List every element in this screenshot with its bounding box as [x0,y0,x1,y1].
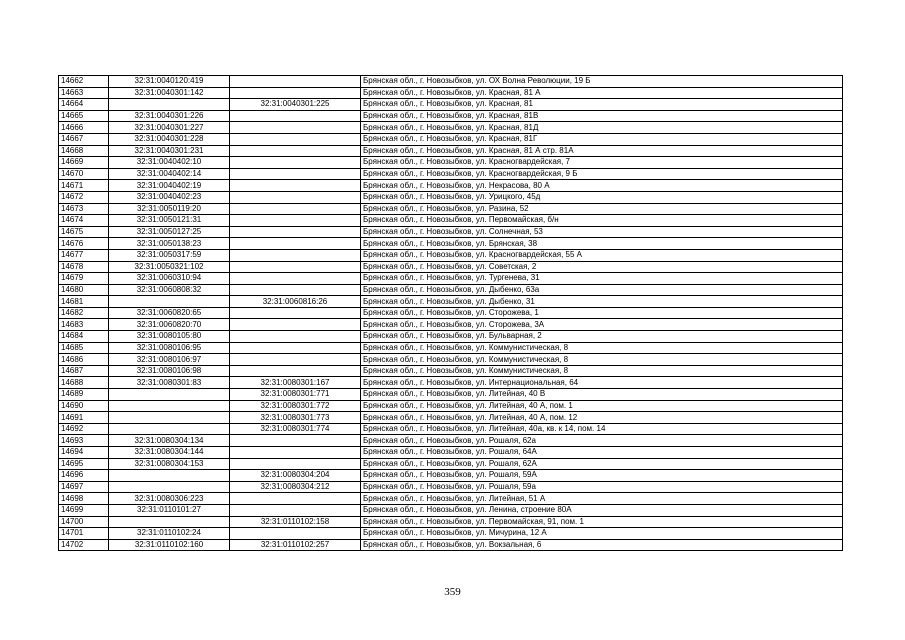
table-row [59,377,843,389]
address-cell: Брянская обл., г. Новозыбков, ул. Рошаля, 62А [361,458,843,470]
land-cadastral-number-cell: 32:31:0040301:142 [109,87,230,99]
row-number-cell: 14662 [59,76,109,88]
building-cadastral-number-cell [230,435,361,447]
land-cadastral-number-cell: 32:31:0040402:10 [109,157,230,169]
row-number-cell: 14691 [59,412,109,424]
table-row [59,389,843,401]
row-number-cell: 14697 [59,481,109,493]
row-number-cell: 14692 [59,423,109,435]
land-cadastral-number-cell [109,470,230,482]
address-cell: Брянская обл., г. Новозыбков, ул. Разина, 52 [361,203,843,215]
address-cell: Брянская обл., г. Новозыбков, ул. Литейная, 51 А [361,493,843,505]
table-row [59,296,843,308]
registry-table [58,75,843,551]
land-cadastral-number-cell: 32:31:0050321:102 [109,261,230,273]
table-row [59,458,843,470]
land-cadastral-number-cell: 32:31:0040301:231 [109,145,230,157]
table-row [59,122,843,134]
building-cadastral-number-cell [230,145,361,157]
table-row [59,504,843,516]
building-cadastral-number-cell [230,203,361,215]
table-row [59,76,843,88]
row-number-cell: 14686 [59,354,109,366]
address-cell: Брянская обл., г. Новозыбков, ул. Ленина, строение 80А [361,504,843,516]
land-cadastral-number-cell: 32:31:0110102:160 [109,539,230,551]
row-number-cell: 14664 [59,99,109,111]
table-row [59,435,843,447]
building-cadastral-number-cell [230,331,361,343]
land-cadastral-number-cell: 32:31:0040402:23 [109,191,230,203]
table-row [59,110,843,122]
building-cadastral-number-cell: 32:31:0080301:167 [230,377,361,389]
address-cell: Брянская обл., г. Новозыбков, ул. Красная, 81Д [361,122,843,134]
row-number-cell: 14698 [59,493,109,505]
land-cadastral-number-cell: 32:31:0110101:27 [109,504,230,516]
address-cell: Брянская обл., г. Новозыбков, ул. Красногвардейская, 9 Б [361,168,843,180]
row-number-cell: 14669 [59,157,109,169]
address-cell: Брянская обл., г. Новозыбков, ул. Рошаля, 62а [361,435,843,447]
land-cadastral-number-cell: 32:31:0060820:65 [109,307,230,319]
building-cadastral-number-cell [230,110,361,122]
row-number-cell: 14696 [59,470,109,482]
building-cadastral-number-cell [230,319,361,331]
table-row [59,215,843,227]
building-cadastral-number-cell: 32:31:0040301:225 [230,99,361,111]
land-cadastral-number-cell: 32:31:0040301:227 [109,122,230,134]
land-cadastral-number-cell: 32:31:0040301:226 [109,110,230,122]
row-number-cell: 14687 [59,365,109,377]
land-cadastral-number-cell [109,412,230,424]
building-cadastral-number-cell [230,307,361,319]
building-cadastral-number-cell [230,261,361,273]
building-cadastral-number-cell: 32:31:0080301:773 [230,412,361,424]
address-cell: Брянская обл., г. Новозыбков, ул. Бульварная, 2 [361,331,843,343]
land-cadastral-number-cell [109,99,230,111]
row-number-cell: 14684 [59,331,109,343]
table-row [59,412,843,424]
row-number-cell: 14689 [59,389,109,401]
table-row [59,249,843,261]
address-cell: Брянская обл., г. Новозыбков, ул. Красная, 81В [361,110,843,122]
row-number-cell: 14665 [59,110,109,122]
table-row [59,284,843,296]
land-cadastral-number-cell: 32:31:0040402:14 [109,168,230,180]
row-number-cell: 14702 [59,539,109,551]
row-number-cell: 14675 [59,226,109,238]
table-row [59,238,843,250]
building-cadastral-number-cell: 32:31:0080304:212 [230,481,361,493]
land-cadastral-number-cell: 32:31:0080106:95 [109,342,230,354]
land-cadastral-number-cell: 32:31:0050121:31 [109,215,230,227]
row-number-cell: 14673 [59,203,109,215]
table-row [59,319,843,331]
land-cadastral-number-cell: 32:31:0110102:24 [109,528,230,540]
table-row [59,528,843,540]
table-row [59,307,843,319]
building-cadastral-number-cell: 32:31:0080301:774 [230,423,361,435]
row-number-cell: 14681 [59,296,109,308]
row-number-cell: 14700 [59,516,109,528]
address-cell: Брянская обл., г. Новозыбков, ул. Красная, 81 [361,99,843,111]
row-number-cell: 14685 [59,342,109,354]
land-cadastral-number-cell: 32:31:0050127:25 [109,226,230,238]
address-cell: Брянская обл., г. Новозыбков, ул. Сторожева, 1 [361,307,843,319]
building-cadastral-number-cell [230,447,361,459]
building-cadastral-number-cell [230,168,361,180]
table-row [59,273,843,285]
table-row [59,261,843,273]
page-number: 359 [444,586,461,598]
building-cadastral-number-cell [230,458,361,470]
building-cadastral-number-cell [230,226,361,238]
address-cell: Брянская обл., г. Новозыбков, ул. Солнечная, 53 [361,226,843,238]
table-row [59,516,843,528]
land-cadastral-number-cell: 32:31:0080306:223 [109,493,230,505]
row-number-cell: 14676 [59,238,109,250]
row-number-cell: 14693 [59,435,109,447]
address-cell: Брянская обл., г. Новозыбков, ул. Красногвардейская, 55 А [361,249,843,261]
address-cell: Брянская обл., г. Новозыбков, ул. Красногвардейская, 7 [361,157,843,169]
row-number-cell: 14666 [59,122,109,134]
building-cadastral-number-cell [230,122,361,134]
table-row [59,493,843,505]
registry-table-body [59,76,843,551]
address-cell: Брянская обл., г. Новозыбков, ул. Красная, 81 А стр. 81А [361,145,843,157]
table-row [59,331,843,343]
building-cadastral-number-cell: 32:31:0080304:204 [230,470,361,482]
building-cadastral-number-cell [230,249,361,261]
table-row [59,539,843,551]
building-cadastral-number-cell [230,493,361,505]
building-cadastral-number-cell [230,191,361,203]
land-cadastral-number-cell: 32:31:0080105:80 [109,331,230,343]
address-cell: Брянская обл., г. Новозыбков, ул. Коммунистическая, 8 [361,365,843,377]
land-cadastral-number-cell: 32:31:0080106:97 [109,354,230,366]
land-cadastral-number-cell: 32:31:0040301:228 [109,133,230,145]
address-cell: Брянская обл., г. Новозыбков, ул. Коммунистическая, 8 [361,342,843,354]
row-number-cell: 14670 [59,168,109,180]
row-number-cell: 14679 [59,273,109,285]
table-row [59,423,843,435]
table-row [59,342,843,354]
table-row [59,226,843,238]
land-cadastral-number-cell: 32:31:0050317:59 [109,249,230,261]
building-cadastral-number-cell [230,133,361,145]
building-cadastral-number-cell: 32:31:0060816:26 [230,296,361,308]
address-cell: Брянская обл., г. Новозыбков, ул. Вокзальная, 6 [361,539,843,551]
address-cell: Брянская обл., г. Новозыбков, ул. Сторожева, 3А [361,319,843,331]
building-cadastral-number-cell [230,76,361,88]
row-number-cell: 14677 [59,249,109,261]
address-cell: Брянская обл., г. Новозыбков, ул. Тургенева, 31 [361,273,843,285]
address-cell: Брянская обл., г. Новозыбков, ул. Красная, 81Г [361,133,843,145]
table-row [59,191,843,203]
row-number-cell: 14701 [59,528,109,540]
land-cadastral-number-cell: 32:31:0080301:83 [109,377,230,389]
building-cadastral-number-cell [230,342,361,354]
table-row [59,400,843,412]
address-cell: Брянская обл., г. Новозыбков, ул. Литейная, 40 В [361,389,843,401]
building-cadastral-number-cell: 32:31:0110102:158 [230,516,361,528]
address-cell: Брянская обл., г. Новозыбков, ул. Рошаля, 59А [361,470,843,482]
row-number-cell: 14688 [59,377,109,389]
land-cadastral-number-cell: 32:31:0060310:94 [109,273,230,285]
address-cell: Брянская обл., г. Новозыбков, ул. Литейная, 40 А, пом. 1 [361,400,843,412]
building-cadastral-number-cell: 32:31:0080301:772 [230,400,361,412]
address-cell: Брянская обл., г. Новозыбков, ул. Некрасова, 80 А [361,180,843,192]
table-row [59,87,843,99]
land-cadastral-number-cell [109,481,230,493]
building-cadastral-number-cell [230,215,361,227]
row-number-cell: 14694 [59,447,109,459]
table-row [59,470,843,482]
row-number-cell: 14671 [59,180,109,192]
address-cell: Брянская обл., г. Новозыбков, ул. Литейная, 40 А, пом. 12 [361,412,843,424]
land-cadastral-number-cell [109,296,230,308]
row-number-cell: 14680 [59,284,109,296]
row-number-cell: 14695 [59,458,109,470]
building-cadastral-number-cell [230,354,361,366]
address-cell: Брянская обл., г. Новозыбков, ул. Урицкого, 45д [361,191,843,203]
table-row [59,354,843,366]
row-number-cell: 14668 [59,145,109,157]
land-cadastral-number-cell: 32:31:0040402:19 [109,180,230,192]
row-number-cell: 14683 [59,319,109,331]
row-number-cell: 14674 [59,215,109,227]
table-row [59,365,843,377]
land-cadastral-number-cell: 32:31:0050138:23 [109,238,230,250]
land-cadastral-number-cell: 32:31:0080304:134 [109,435,230,447]
building-cadastral-number-cell [230,87,361,99]
land-cadastral-number-cell [109,400,230,412]
address-cell: Брянская обл., г. Новозыбков, ул. Интернациональная, 64 [361,377,843,389]
building-cadastral-number-cell [230,365,361,377]
address-cell: Брянская обл., г. Новозыбков, ул. Рошаля, 64А [361,447,843,459]
address-cell: Брянская обл., г. Новозыбков, ул. Красная, 81 А [361,87,843,99]
building-cadastral-number-cell [230,180,361,192]
land-cadastral-number-cell: 32:31:0080106:98 [109,365,230,377]
land-cadastral-number-cell: 32:31:0060820:70 [109,319,230,331]
building-cadastral-number-cell [230,504,361,516]
building-cadastral-number-cell [230,157,361,169]
land-cadastral-number-cell: 32:31:0080304:144 [109,447,230,459]
address-cell: Брянская обл., г. Новозыбков, ул. Дыбенко, 31 [361,296,843,308]
row-number-cell: 14699 [59,504,109,516]
row-number-cell: 14663 [59,87,109,99]
table-row [59,180,843,192]
address-cell: Брянская обл., г. Новозыбков, ул. Рошаля, 59а [361,481,843,493]
building-cadastral-number-cell [230,528,361,540]
address-cell: Брянская обл., г. Новозыбков, ул. Первомайская, б/н [361,215,843,227]
address-cell: Брянская обл., г. Новозыбков, ул. Брянская, 38 [361,238,843,250]
address-cell: Брянская обл., г. Новозыбков, ул. Дыбенко, 63а [361,284,843,296]
row-number-cell: 14682 [59,307,109,319]
address-cell: Брянская обл., г. Новозыбков, ул. Советская, 2 [361,261,843,273]
table-row [59,145,843,157]
land-cadastral-number-cell: 32:31:0050119:20 [109,203,230,215]
land-cadastral-number-cell: 32:31:0040120:419 [109,76,230,88]
address-cell: Брянская обл., г. Новозыбков, ул. Коммунистическая, 8 [361,354,843,366]
land-cadastral-number-cell [109,516,230,528]
address-cell: Брянская обл., г. Новозыбков, ул. Первомайская, 91, пом. 1 [361,516,843,528]
table-row [59,203,843,215]
table-row [59,447,843,459]
table-row [59,481,843,493]
building-cadastral-number-cell [230,238,361,250]
address-cell: Брянская обл., г. Новозыбков, ул. Мичурина, 12 А [361,528,843,540]
land-cadastral-number-cell [109,423,230,435]
land-cadastral-number-cell: 32:31:0060808:32 [109,284,230,296]
address-cell: Брянская обл., г. Новозыбков, ул. ОХ Волна Революции, 19 Б [361,76,843,88]
row-number-cell: 14667 [59,133,109,145]
table-row [59,157,843,169]
row-number-cell: 14690 [59,400,109,412]
table-row [59,168,843,180]
row-number-cell: 14678 [59,261,109,273]
land-cadastral-number-cell: 32:31:0080304:153 [109,458,230,470]
table-row [59,99,843,111]
building-cadastral-number-cell: 32:31:0080301:771 [230,389,361,401]
building-cadastral-number-cell [230,273,361,285]
row-number-cell: 14672 [59,191,109,203]
building-cadastral-number-cell [230,284,361,296]
land-cadastral-number-cell [109,389,230,401]
address-cell: Брянская обл., г. Новозыбков, ул. Литейная, 40а, кв. к 14, пом. 14 [361,423,843,435]
table-row [59,133,843,145]
building-cadastral-number-cell: 32:31:0110102:257 [230,539,361,551]
